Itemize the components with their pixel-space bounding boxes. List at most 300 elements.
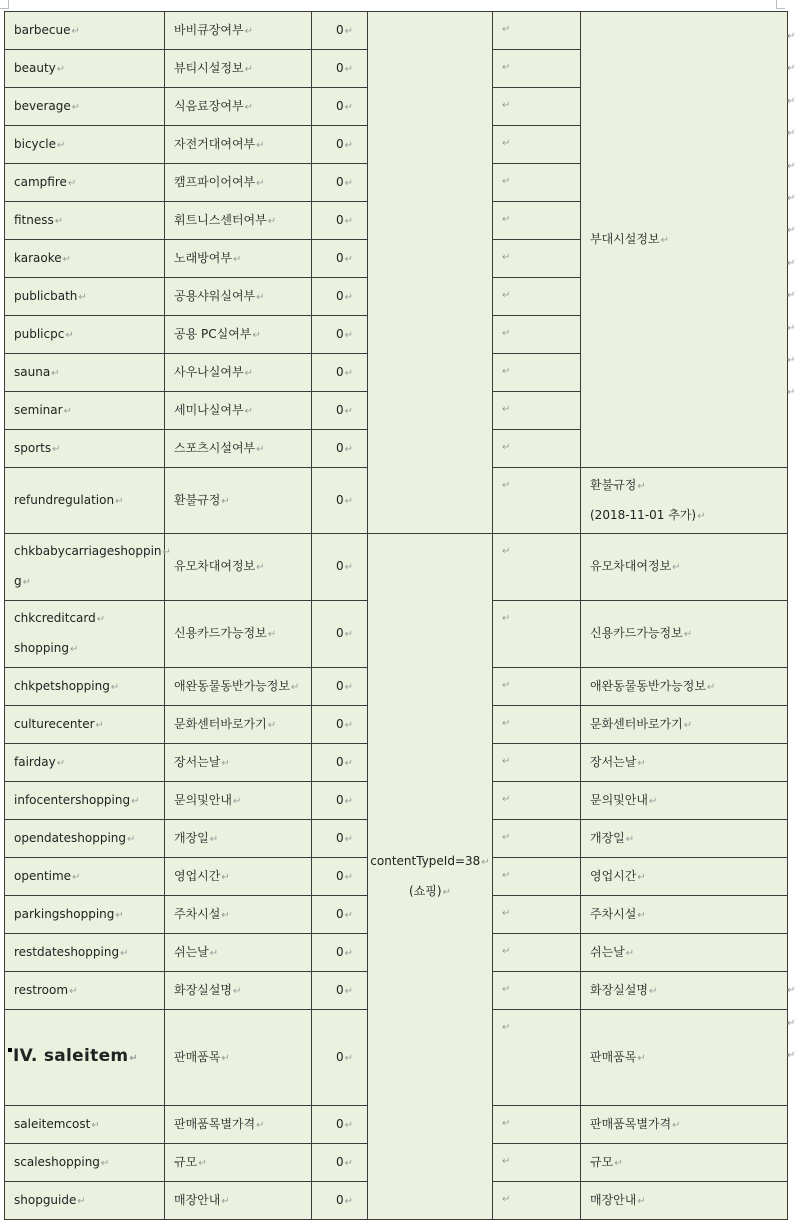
return-mark-icon: ↵ — [267, 629, 277, 640]
field-table-body — [5, 12, 788, 1220]
return-mark-icon: ↵ — [502, 756, 511, 767]
field-code-cell — [5, 392, 165, 430]
cell-text: 노래방여부 — [174, 250, 232, 265]
return-mark-icon: ↵ — [648, 985, 658, 997]
cell-text: 영업시간 — [174, 868, 221, 883]
field-desc-cell — [581, 1144, 788, 1182]
field-code-cell — [5, 934, 165, 972]
field-value-cell — [312, 668, 368, 706]
group-desc-cell — [581, 12, 788, 468]
cell-text: 0 — [335, 1116, 344, 1131]
field-code-cell — [5, 1106, 165, 1144]
field-code-cell — [5, 601, 165, 668]
empty-cell — [493, 278, 581, 316]
cell-text: chkpetshopping — [14, 678, 110, 693]
field-name-cell — [165, 782, 312, 820]
field-code-cell — [5, 668, 165, 706]
field-value-cell — [312, 430, 368, 468]
cell-text: infocentershopping — [14, 792, 131, 807]
return-mark-icon: ↵ — [787, 257, 795, 269]
cell-text: parkingshopping — [14, 906, 115, 921]
field-code-cell — [5, 782, 165, 820]
section-heading-cell — [5, 1010, 165, 1106]
empty-cell — [493, 354, 581, 392]
return-mark-icon: ↵ — [502, 832, 511, 843]
return-mark-icon: ↵ — [660, 234, 669, 246]
cell-text: 0 — [335, 754, 344, 769]
return-mark-icon: ↵ — [256, 443, 265, 455]
return-mark-icon: ↵ — [637, 480, 646, 492]
return-mark-icon: ↵ — [637, 909, 646, 921]
field-value-cell — [312, 782, 368, 820]
cell-text: 판매품목 — [590, 1049, 637, 1064]
return-mark-icon: ↵ — [672, 562, 681, 573]
cell-text: barbecue — [14, 22, 71, 37]
return-mark-icon: ↵ — [344, 681, 353, 693]
field-name-cell — [165, 202, 312, 240]
return-mark-icon: ↵ — [256, 1119, 265, 1131]
cell-text: 장서는날 — [590, 754, 637, 769]
return-mark-icon: ↵ — [502, 946, 511, 957]
empty-cell — [493, 706, 581, 744]
cell-text: 규모 — [174, 1154, 198, 1169]
cell-text: 0 — [335, 944, 344, 959]
return-mark-icon: ↵ — [787, 290, 795, 302]
empty-cell — [493, 126, 581, 164]
cell-text: 개장일 — [174, 830, 209, 845]
field-name-cell — [165, 601, 312, 668]
cell-text: 0 — [335, 1192, 344, 1207]
return-mark-icon: ↵ — [115, 909, 124, 921]
field-desc-cell — [581, 744, 788, 782]
field-value-cell — [312, 1106, 368, 1144]
cell-text: 0 — [335, 906, 344, 921]
return-mark-icon: ↵ — [787, 128, 795, 140]
return-mark-icon: ↵ — [672, 1119, 681, 1131]
return-mark-icon: ↵ — [502, 908, 511, 919]
return-mark-icon: ↵ — [256, 562, 265, 573]
field-name-cell — [165, 50, 312, 88]
return-mark-icon: ↵ — [344, 253, 353, 265]
field-name-cell — [165, 706, 312, 744]
return-mark-icon: ↵ — [344, 757, 353, 769]
return-mark-icon: ↵ — [344, 63, 353, 75]
cell-text: 매장안내 — [174, 1192, 221, 1207]
return-mark-icon: ↵ — [52, 443, 61, 455]
empty-cell — [493, 668, 581, 706]
return-mark-icon: ↵ — [290, 681, 300, 693]
return-mark-icon: ↵ — [787, 387, 795, 399]
empty-cell — [493, 1182, 581, 1220]
return-mark-icon: ↵ — [78, 291, 87, 303]
cell-text: 0 — [335, 364, 344, 379]
return-mark-icon: ↵ — [787, 31, 795, 42]
empty-cell — [493, 896, 581, 934]
return-mark-icon: ↵ — [344, 1157, 353, 1169]
field-value-cell — [312, 468, 368, 534]
field-code-cell — [5, 202, 165, 240]
cell-text: (쇼핑) — [409, 883, 442, 898]
cell-text: beverage — [14, 98, 71, 113]
cell-text: IV. saleitem — [13, 1046, 129, 1066]
field-name-cell — [165, 240, 312, 278]
cell-text: 자전거대여여부 — [174, 136, 256, 151]
field-code-cell — [5, 972, 165, 1010]
cell-text: sports — [14, 440, 52, 455]
cell-text: shopping — [14, 641, 69, 655]
return-mark-icon: ↵ — [110, 681, 120, 693]
return-mark-icon: ↵ — [221, 1052, 230, 1064]
field-name-cell — [165, 972, 312, 1010]
cell-text: 판매품목별가격 — [174, 1116, 256, 1131]
cell-text: 화장실설명 — [174, 982, 232, 997]
cell-text: saleitemcost — [14, 1116, 91, 1131]
cell-text: 판매품목별가격 — [590, 1116, 672, 1131]
return-mark-icon: ↵ — [256, 291, 265, 303]
return-mark-icon: ↵ — [502, 328, 511, 339]
field-name-cell — [165, 896, 312, 934]
cell-text: 0 — [335, 98, 344, 113]
cell-text: 개장일 — [590, 830, 625, 845]
return-mark-icon: ↵ — [787, 985, 795, 996]
cell-text: bicycle — [14, 136, 56, 151]
field-desc-cell — [581, 782, 788, 820]
cell-text: 0 — [335, 626, 344, 640]
return-mark-icon: ↵ — [344, 215, 353, 227]
field-value-cell — [312, 534, 368, 601]
return-mark-icon: ↵ — [706, 681, 716, 693]
return-mark-icon: ↵ — [502, 870, 511, 881]
return-mark-icon: ↵ — [256, 177, 265, 189]
empty-cell — [493, 858, 581, 896]
cell-text: shopguide — [14, 1192, 77, 1207]
cell-text: g — [14, 574, 22, 588]
cell-text: publicpc — [14, 326, 65, 341]
field-value-cell — [312, 126, 368, 164]
cell-text: 0 — [335, 60, 344, 75]
cell-text: 환불규정 — [174, 492, 221, 507]
cell-text: 문의및안내 — [590, 792, 648, 807]
empty-cell — [493, 820, 581, 858]
field-name-cell — [165, 316, 312, 354]
field-value-cell — [312, 316, 368, 354]
field-code-cell — [5, 706, 165, 744]
cell-text: 애완동물동반가능정보 — [174, 678, 290, 693]
empty-cell — [493, 601, 581, 668]
content-type-cell — [368, 534, 493, 1220]
return-mark-icon: ↵ — [56, 63, 66, 75]
cell-text: 0 — [335, 830, 344, 845]
cell-text: 0 — [335, 868, 344, 883]
field-name-cell — [165, 430, 312, 468]
field-name-cell — [165, 668, 312, 706]
cell-text: 주차시설 — [174, 906, 221, 921]
return-mark-icon: ↵ — [442, 886, 451, 898]
field-name-cell — [165, 468, 312, 534]
return-mark-icon: ↵ — [63, 405, 72, 417]
return-mark-icon: ↵ — [344, 25, 353, 37]
return-mark-icon: ↵ — [221, 871, 230, 883]
field-name-cell — [165, 744, 312, 782]
return-mark-icon: ↵ — [95, 719, 104, 731]
cell-text: fitness — [14, 212, 54, 227]
return-mark-icon: ↵ — [787, 95, 795, 107]
return-mark-icon: ↵ — [56, 757, 66, 769]
cell-text: 부대시설정보 — [590, 231, 660, 246]
cell-text: 0 — [335, 792, 344, 807]
return-mark-icon: ↵ — [70, 644, 79, 655]
field-name-cell — [165, 392, 312, 430]
return-mark-icon: ↵ — [502, 214, 511, 225]
field-value-cell — [312, 744, 368, 782]
cell-text: 문의및안내 — [174, 792, 232, 807]
cell-text: 영업시간 — [590, 868, 637, 883]
field-code-cell — [5, 858, 165, 896]
cell-text: 0 — [335, 716, 344, 731]
cell-text: 문화센터바로가기 — [174, 716, 267, 731]
return-mark-icon: ↵ — [232, 795, 242, 807]
return-mark-icon: ↵ — [683, 629, 693, 640]
empty-cell — [493, 202, 581, 240]
cell-text: 유모차대여정보 — [174, 559, 256, 573]
field-code-cell — [5, 240, 165, 278]
cell-text: 스포츠시설여부 — [174, 440, 256, 455]
empty-cell — [493, 240, 581, 278]
cell-text: seminar — [14, 402, 63, 417]
field-value-cell — [312, 896, 368, 934]
return-mark-icon: ↵ — [209, 947, 219, 959]
return-mark-icon: ↵ — [683, 719, 693, 731]
empty-cell — [493, 12, 581, 50]
empty-cell — [493, 934, 581, 972]
cell-text: 문화센터바로가기 — [590, 716, 683, 731]
return-mark-icon: ↵ — [502, 442, 511, 453]
field-code-cell — [5, 534, 171, 601]
empty-cell — [493, 782, 581, 820]
field-code-cell — [5, 278, 165, 316]
field-code-cell — [5, 12, 165, 50]
field-value-cell — [312, 972, 368, 1010]
return-mark-icon: ↵ — [502, 613, 511, 624]
return-mark-icon: ↵ — [129, 1053, 139, 1064]
field-value-cell — [312, 858, 368, 896]
return-mark-icon: ↵ — [51, 367, 60, 379]
cell-text: 0 — [335, 22, 344, 37]
return-mark-icon: ↵ — [344, 367, 353, 379]
return-mark-icon: ↵ — [637, 1052, 646, 1064]
field-desc-cell — [581, 858, 788, 896]
cell-text: 0 — [335, 678, 344, 693]
return-mark-icon: ↵ — [787, 160, 795, 172]
cell-text: 캠프파이어여부 — [174, 174, 256, 189]
field-code-cell — [5, 50, 165, 88]
table-row — [5, 534, 788, 601]
return-mark-icon: ↵ — [344, 405, 353, 417]
cell-text: 신용카드가능정보 — [590, 626, 683, 640]
cell-text: 0 — [335, 136, 344, 151]
return-mark-icon: ↵ — [787, 225, 795, 237]
return-mark-icon: ↵ — [344, 1052, 353, 1064]
return-mark-icon: ↵ — [502, 366, 511, 377]
return-mark-icon: ↵ — [637, 1195, 646, 1207]
return-mark-icon: ↵ — [787, 193, 795, 204]
field-code-cell — [5, 896, 165, 934]
empty-cell — [493, 468, 581, 534]
field-value-cell — [312, 50, 368, 88]
cell-text: scaleshopping — [14, 1154, 100, 1169]
cell-text: 0 — [335, 326, 344, 341]
return-mark-icon: ↵ — [344, 177, 353, 189]
cell-text: culturecenter — [14, 716, 95, 731]
field-table — [4, 11, 788, 1220]
field-desc-cell — [581, 668, 788, 706]
return-mark-icon: ↵ — [787, 63, 795, 75]
return-mark-icon: ↵ — [344, 947, 353, 959]
field-name-cell — [165, 88, 312, 126]
return-mark-icon: ↵ — [232, 985, 242, 997]
field-desc-cell — [581, 1106, 788, 1144]
cell-text: (2018-11-01 추가) — [590, 507, 697, 522]
field-desc-cell — [581, 1010, 788, 1106]
return-mark-icon: ↵ — [787, 355, 795, 366]
cell-text: 0 — [335, 212, 344, 227]
return-mark-icon: ↵ — [344, 1119, 353, 1131]
return-mark-icon: ↵ — [256, 139, 265, 151]
return-mark-icon: ↵ — [502, 794, 511, 805]
empty-cell — [493, 430, 581, 468]
cell-text: 주차시설 — [590, 906, 637, 921]
return-mark-icon: ↵ — [502, 100, 511, 111]
return-mark-icon: ↵ — [131, 795, 140, 807]
return-mark-icon: ↵ — [502, 546, 511, 557]
cell-text: 쉬는날 — [174, 944, 209, 959]
return-mark-icon: ↵ — [502, 24, 511, 35]
return-mark-icon: ↵ — [502, 404, 511, 415]
field-value-cell — [312, 202, 368, 240]
cell-text: 0 — [335, 174, 344, 189]
cell-text: 매장안내 — [590, 1192, 637, 1207]
return-mark-icon: ↵ — [67, 177, 77, 189]
field-code-cell — [5, 744, 165, 782]
cell-text: 휘트니스센터여부 — [174, 212, 267, 227]
return-mark-icon: ↵ — [65, 329, 74, 341]
cell-text: 환불규정 — [590, 477, 637, 492]
return-mark-icon: ↵ — [221, 495, 230, 507]
field-desc-cell — [581, 972, 788, 1010]
field-desc-cell — [581, 934, 788, 972]
field-desc-cell — [581, 820, 788, 858]
return-mark-icon: ↵ — [244, 25, 253, 37]
return-mark-icon: ↵ — [502, 252, 511, 263]
return-mark-icon: ↵ — [267, 719, 277, 731]
cell-text: beauty — [14, 60, 56, 75]
return-mark-icon: ↵ — [787, 1050, 795, 1061]
field-value-cell — [312, 706, 368, 744]
cell-text: opendateshopping — [14, 830, 126, 845]
return-mark-icon: ↵ — [344, 833, 353, 845]
cell-text: 쉬는날 — [590, 944, 625, 959]
empty-cell — [493, 744, 581, 782]
field-value-cell — [312, 820, 368, 858]
cell-text: 0 — [335, 1049, 344, 1064]
cell-text: 신용카드가능정보 — [174, 626, 267, 640]
return-mark-icon: ↵ — [787, 322, 795, 334]
return-mark-icon: ↵ — [614, 1157, 623, 1169]
return-mark-icon: ↵ — [344, 291, 353, 303]
cell-text: 뷰티시설정보 — [174, 60, 244, 75]
cell-text: fairday — [14, 754, 56, 769]
cell-text: 화장실설명 — [590, 982, 648, 997]
return-mark-icon: ↵ — [91, 1119, 100, 1131]
return-mark-icon: ↵ — [481, 856, 490, 868]
field-code-cell — [5, 468, 165, 534]
field-value-cell — [312, 1182, 368, 1220]
return-mark-icon: ↵ — [502, 1022, 511, 1033]
field-name-cell — [165, 1010, 312, 1106]
return-mark-icon: ↵ — [198, 1157, 207, 1169]
return-mark-icon: ↵ — [344, 1195, 353, 1207]
return-mark-icon: ↵ — [502, 1194, 511, 1205]
return-mark-icon: ↵ — [502, 480, 511, 491]
return-mark-icon: ↵ — [502, 984, 511, 995]
field-code-cell — [5, 354, 165, 392]
return-mark-icon: ↵ — [244, 367, 253, 379]
section-heading — [14, 1046, 138, 1066]
cell-text: restroom — [14, 982, 69, 997]
return-mark-icon: ↵ — [22, 577, 32, 588]
cell-text: 공용 PC실여부 — [174, 326, 252, 341]
return-mark-icon: ↵ — [787, 1018, 795, 1029]
return-mark-icon: ↵ — [344, 443, 353, 455]
cell-text: contentTypeId=38 — [370, 853, 481, 868]
cell-text: 0 — [335, 559, 344, 573]
cell-text: 0 — [335, 492, 344, 507]
return-mark-icon: ↵ — [502, 290, 511, 301]
empty-cell — [493, 1010, 581, 1106]
return-mark-icon: ↵ — [344, 562, 353, 573]
return-mark-icon: ↵ — [344, 719, 353, 731]
field-code-cell — [5, 430, 165, 468]
return-mark-icon: ↵ — [344, 985, 353, 997]
field-value-cell — [312, 1010, 368, 1106]
cell-text: chkcreditcard — [14, 611, 96, 625]
field-name-cell — [165, 820, 312, 858]
cell-text: 애완동물동반가능정보 — [590, 678, 706, 693]
field-code-cell — [5, 1144, 165, 1182]
cell-text: 장서는날 — [174, 754, 221, 769]
return-mark-icon: ↵ — [115, 495, 124, 507]
field-desc-cell — [581, 896, 788, 934]
return-mark-icon: ↵ — [252, 329, 261, 341]
field-code-cell — [5, 1182, 165, 1220]
empty-cell — [493, 1106, 581, 1144]
empty-cell — [493, 392, 581, 430]
return-mark-icon: ↵ — [697, 510, 706, 522]
return-mark-icon: ↵ — [502, 1156, 511, 1167]
return-mark-icon: ↵ — [221, 757, 230, 769]
return-mark-icon: ↵ — [244, 405, 253, 417]
field-value-cell — [312, 278, 368, 316]
field-code-cell — [5, 164, 165, 202]
return-mark-icon: ↵ — [71, 101, 81, 113]
cell-text: 0 — [335, 440, 344, 455]
field-name-cell — [165, 126, 312, 164]
return-mark-icon: ↵ — [127, 833, 136, 845]
empty-cell — [493, 50, 581, 88]
cell-text: sauna — [14, 364, 51, 379]
return-mark-icon: ↵ — [54, 215, 64, 227]
field-desc-cell — [581, 1182, 788, 1220]
